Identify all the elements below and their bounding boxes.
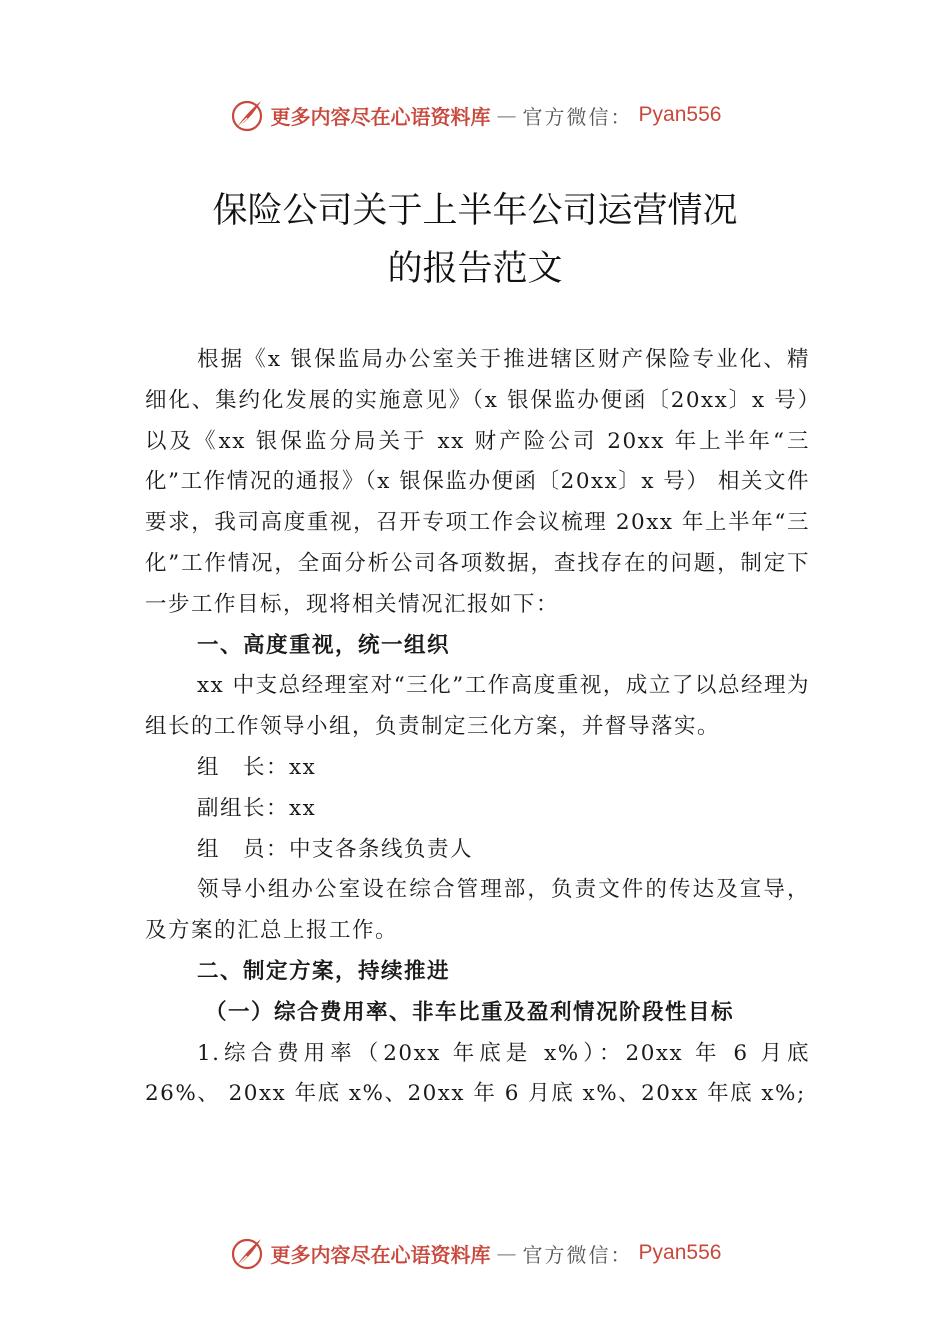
section-1-paragraph: xx 中支总经理室对“三化”工作高度重视，成立了以总经理为组长的工作领导小组，负责制定三化方案，并督导落实。 [145, 673, 810, 740]
banner-wechat-label: 官方微信： [522, 104, 633, 129]
banner-slogan: 更多内容尽在心语资料库 [270, 104, 491, 129]
footer-banner [0, 1233, 950, 1273]
team-members-line: 组 员：中支各条线负责人 [197, 836, 474, 862]
footer-slogan: 更多内容尽在心语资料库 [270, 1242, 491, 1267]
banner-wechat-id: Pyan556 [638, 103, 722, 126]
office-paragraph: 领导小组办公室设在综合管理部，负责文件的传达及宣导，及方案的汇总上报工作。 [145, 877, 810, 944]
footer-wechat-label: 官方微信： [522, 1242, 633, 1267]
quill-logo-icon [229, 1235, 265, 1271]
document-title [0, 182, 950, 298]
intro-paragraph: 根据《x 银保监局办公室关于推进辖区财产保险专业化、精细化、集约化发展的实施意见》（x 银保监办便函〔20xx〕x 号）以及《xx 银保监分局关于 xx 财产险公司 20xx 年上半年“三化”工作情况的通报》（x 银保监办便函〔20xx〕x 号） 相关文件要求，我司高度重视，召开专项工作会议梳理 20xx 年上半年“三化”工作情况，全面分析公司各项数据，查找存在的问题，制定下一步工作目标，现将相关情况汇报如下： [145, 347, 810, 617]
title-line-2: 的报告范文 [387, 249, 563, 289]
header-banner [0, 95, 950, 135]
footer-dash: — [496, 1241, 517, 1265]
section-heading-1: 一、高度重视，统一组织 [197, 632, 451, 658]
team-leader-line: 组 长：xx [197, 754, 317, 780]
footer-wechat-id: Pyan556 [638, 1241, 722, 1264]
subsection-heading-2-1: （一）综合费用率、非车比重及盈利情况阶段性目标 [205, 999, 735, 1025]
document-body [145, 340, 810, 1115]
team-deputy-line: 副组长：xx [197, 795, 317, 821]
banner-dash: — [496, 103, 517, 127]
title-line-1: 保险公司关于上半年公司运营情况 [212, 191, 738, 231]
expense-ratio-paragraph: 1.综合费用率（20xx 年底是 x%）：20xx 年 6 月底 26%、 20xx 年底 x%、20xx 年 6 月底 x%、20xx 年底 x%; [145, 1040, 810, 1107]
quill-logo-icon [229, 97, 265, 133]
section-heading-2: 二、制定方案，持续推进 [197, 958, 451, 984]
